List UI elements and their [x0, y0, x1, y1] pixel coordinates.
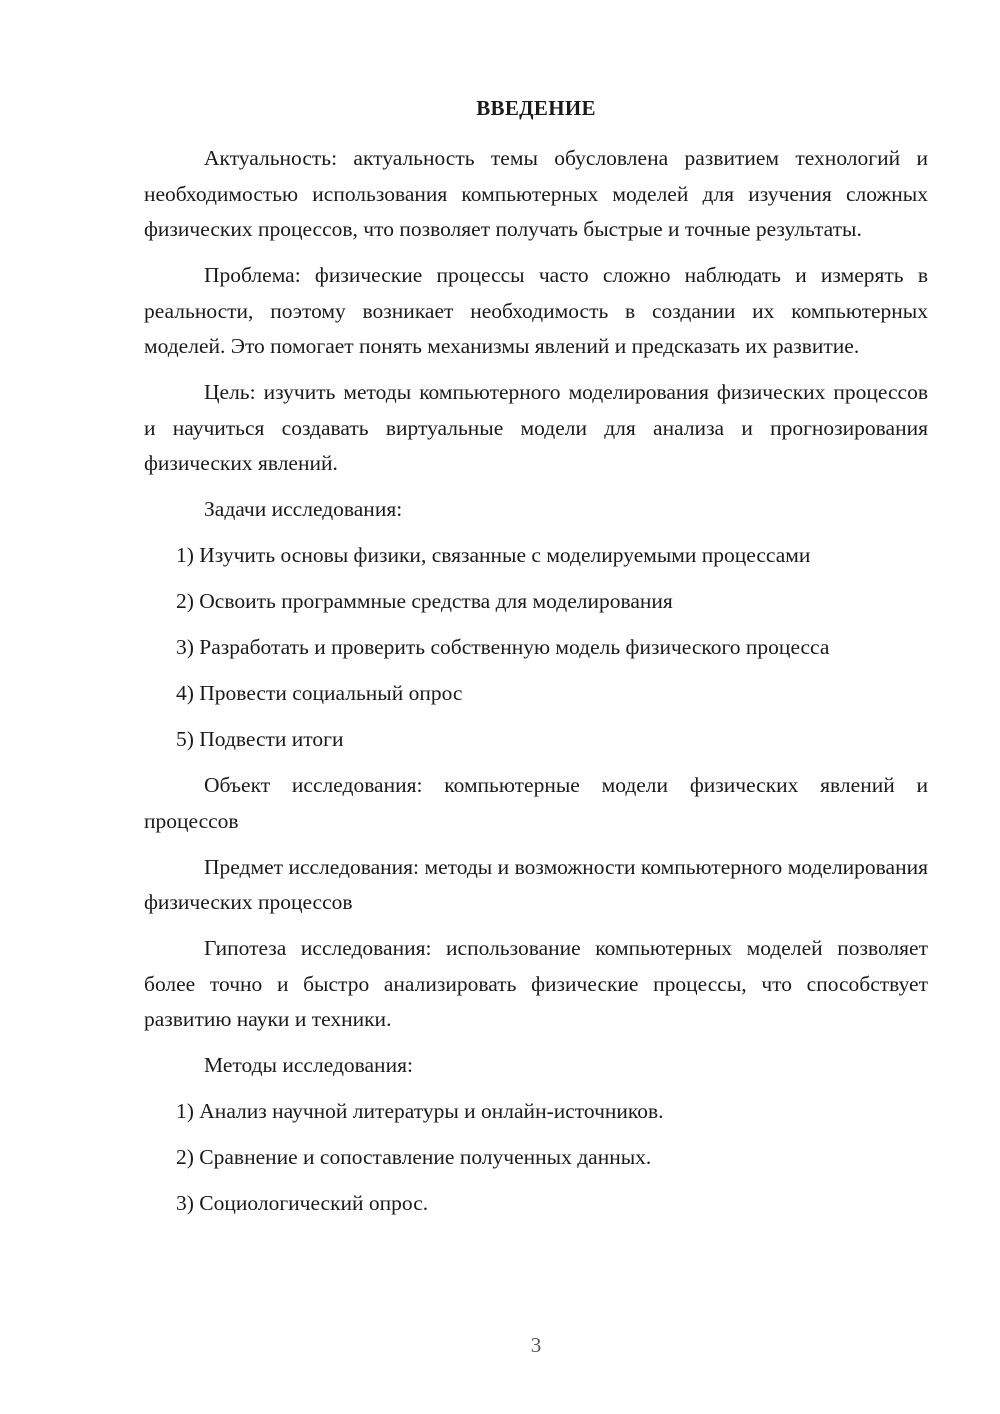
object-paragraph: Объект исследования: компьютерные модели физических явлений и процессов [144, 773, 928, 833]
tasks-title: Задачи исследования: [204, 497, 403, 521]
hypothesis-paragraph: Гипотеза исследования: использование компьютерных моделей позволяет более точно и быстро анализировать физические процессы, что способствует развитию науки и техники. [144, 936, 928, 1031]
method-item: 2) Сравнение и сопоставление полученных данных. [176, 1145, 652, 1169]
problem-paragraph: Проблема: физические процессы часто сложно наблюдать и измерять в реальности, поэтому возникает необходимость в создании их компьютерных моделей. Это помогает понять механизмы явлений и предсказать их развитие. [144, 263, 928, 358]
task-item: 5) Подвести итоги [176, 727, 344, 751]
method-item: 3) Социологический опрос. [176, 1191, 429, 1215]
page-number: 3 [530, 1333, 542, 1357]
subject-paragraph: Предмет исследования: методы и возможности компьютерного моделирования физических процессов [144, 854, 928, 914]
method-item: 1) Анализ научной литературы и онлайн-источников. [176, 1099, 664, 1123]
relevance-paragraph: Актуальность: актуальность темы обусловлена развитием технологий и необходимостью использования компьютерных моделей для изучения сложных физических процессов, что позволяет получать быстрые и точные результаты. [144, 146, 928, 241]
document-body [144, 141, 928, 1232]
methods-title: Методы исследования: [204, 1053, 413, 1077]
goal-paragraph: Цель: изучить методы компьютерного моделирования физических процессов и научиться создавать виртуальные модели для анализа и прогнозирования физических явлений. [144, 380, 928, 475]
task-item: 2) Освоить программные средства для моделирования [176, 589, 673, 613]
task-item: 3) Разработать и проверить собственную модель физического процесса [176, 635, 830, 659]
task-item: 4) Провести социальный опрос [176, 681, 463, 705]
section-heading: ВВЕДЕНИЕ [476, 96, 596, 120]
task-item: 1) Изучить основы физики, связанные с моделируемыми процессами [176, 543, 811, 567]
